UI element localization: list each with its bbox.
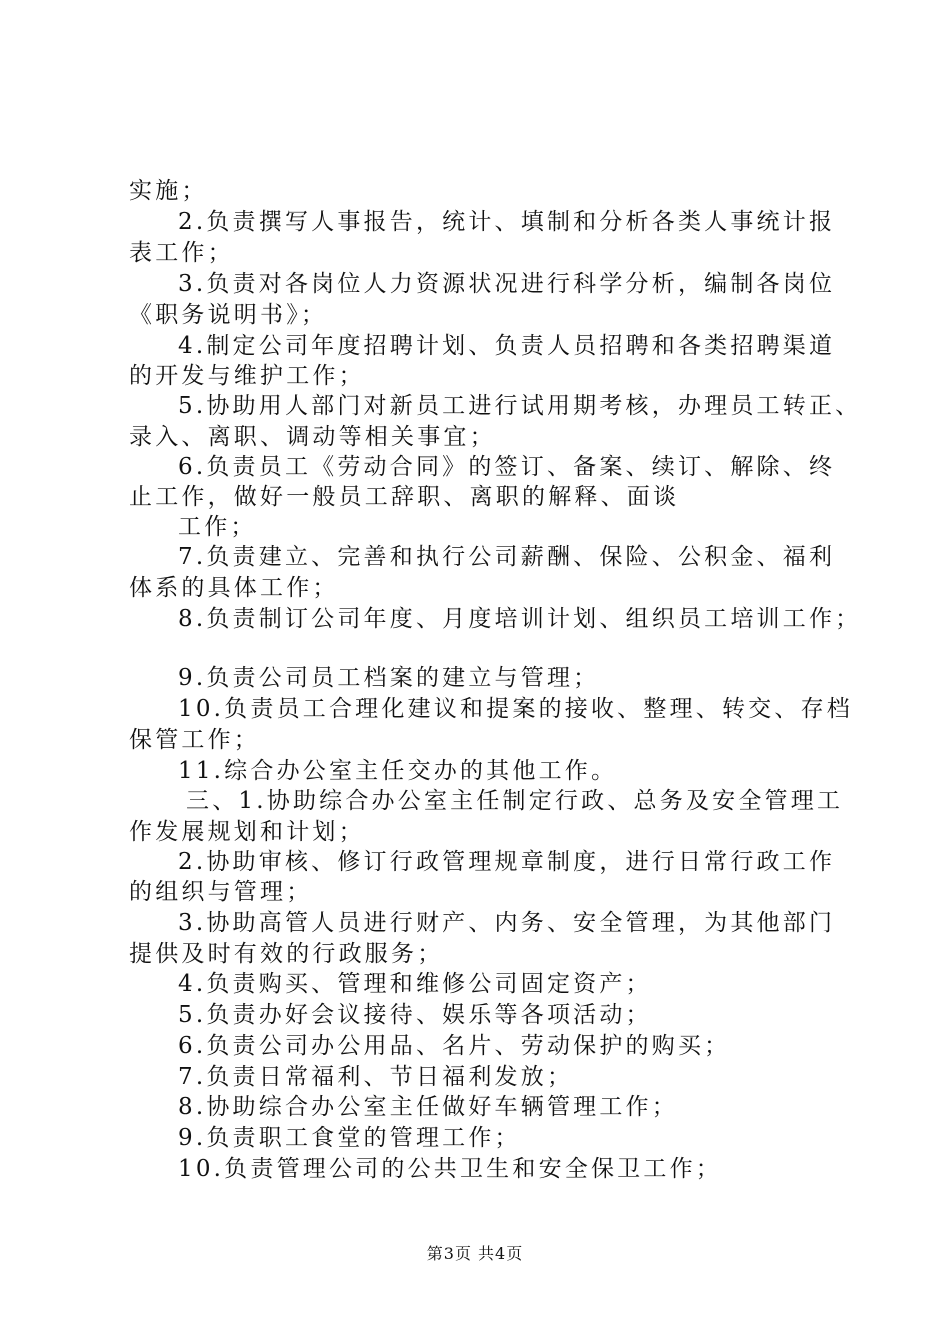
text-line: 3.协助高管人员进行财产、内务、安全管理，为其他部门 [178,910,836,936]
text-line: 工作； [178,514,257,540]
text-line: 录入、离职、调动等相关事宜； [129,424,496,450]
text-line: 4.制定公司年度招聘计划、负责人员招聘和各类招聘渠道 [178,333,836,359]
text-line: 2.负责撰写人事报告，统计、填制和分析各类人事统计报 [178,209,836,235]
text-line: 7.负责建立、完善和执行公司薪酬、保险、公积金、福利 [178,544,836,570]
text-line: 体系的具体工作； [129,575,339,601]
text-line: 9.负责职工食堂的管理工作； [178,1125,521,1151]
text-line: 表工作； [129,240,234,266]
text-line: 8.协助综合办公室主任做好车辆管理工作； [178,1094,678,1120]
text-line: 的开发与维护工作； [129,363,365,389]
text-line: 提供及时有效的行政服务； [129,941,444,967]
text-line: 11.综合办公室主任交办的其他工作。 [178,758,618,784]
text-line: 10.负责管理公司的公共卫生和安全保卫工作； [178,1156,722,1182]
text-line: 4.负责购买、管理和维修公司固定资产； [178,971,652,997]
text-line: 10.负责员工合理化建议和提案的接收、整理、转交、存档 [178,696,853,722]
text-line: 5.负责办好会议接待、娱乐等各项活动； [178,1002,652,1028]
text-line: 三、1.协助综合办公室主任制定行政、总务及安全管理工 [186,788,844,814]
text-line: 3.负责对各岗位人力资源状况进行科学分析，编制各岗位 [178,271,836,297]
text-line: 8.负责制订公司年度、月度培训计划、组织员工培训工作； [178,606,862,632]
text-line: 保管工作； [129,727,260,753]
text-line: 6.负责公司办公用品、名片、劳动保护的购买； [178,1033,731,1059]
text-line: 5.协助用人部门对新员工进行试用期考核，办理员工转正、 [178,393,862,419]
text-line: 止工作，做好一般员工辞职、离职的解释、面谈 [129,484,680,510]
page-footer: 第3页 共4页 [426,1244,524,1263]
text-line: 2.协助审核、修订行政管理规章制度，进行日常行政工作 [178,849,836,875]
text-line: 的组织与管理； [129,879,313,905]
text-line: 6.负责员工《劳动合同》的签订、备案、续订、解除、终 [178,454,836,480]
text-line: 作发展规划和计划； [129,819,365,845]
text-line: 实施； [129,178,208,204]
text-line: 7.负责日常福利、节日福利发放； [178,1064,574,1090]
text-line: 9.负责公司员工档案的建立与管理； [178,665,600,691]
text-line: 《职务说明书》； [129,302,328,328]
